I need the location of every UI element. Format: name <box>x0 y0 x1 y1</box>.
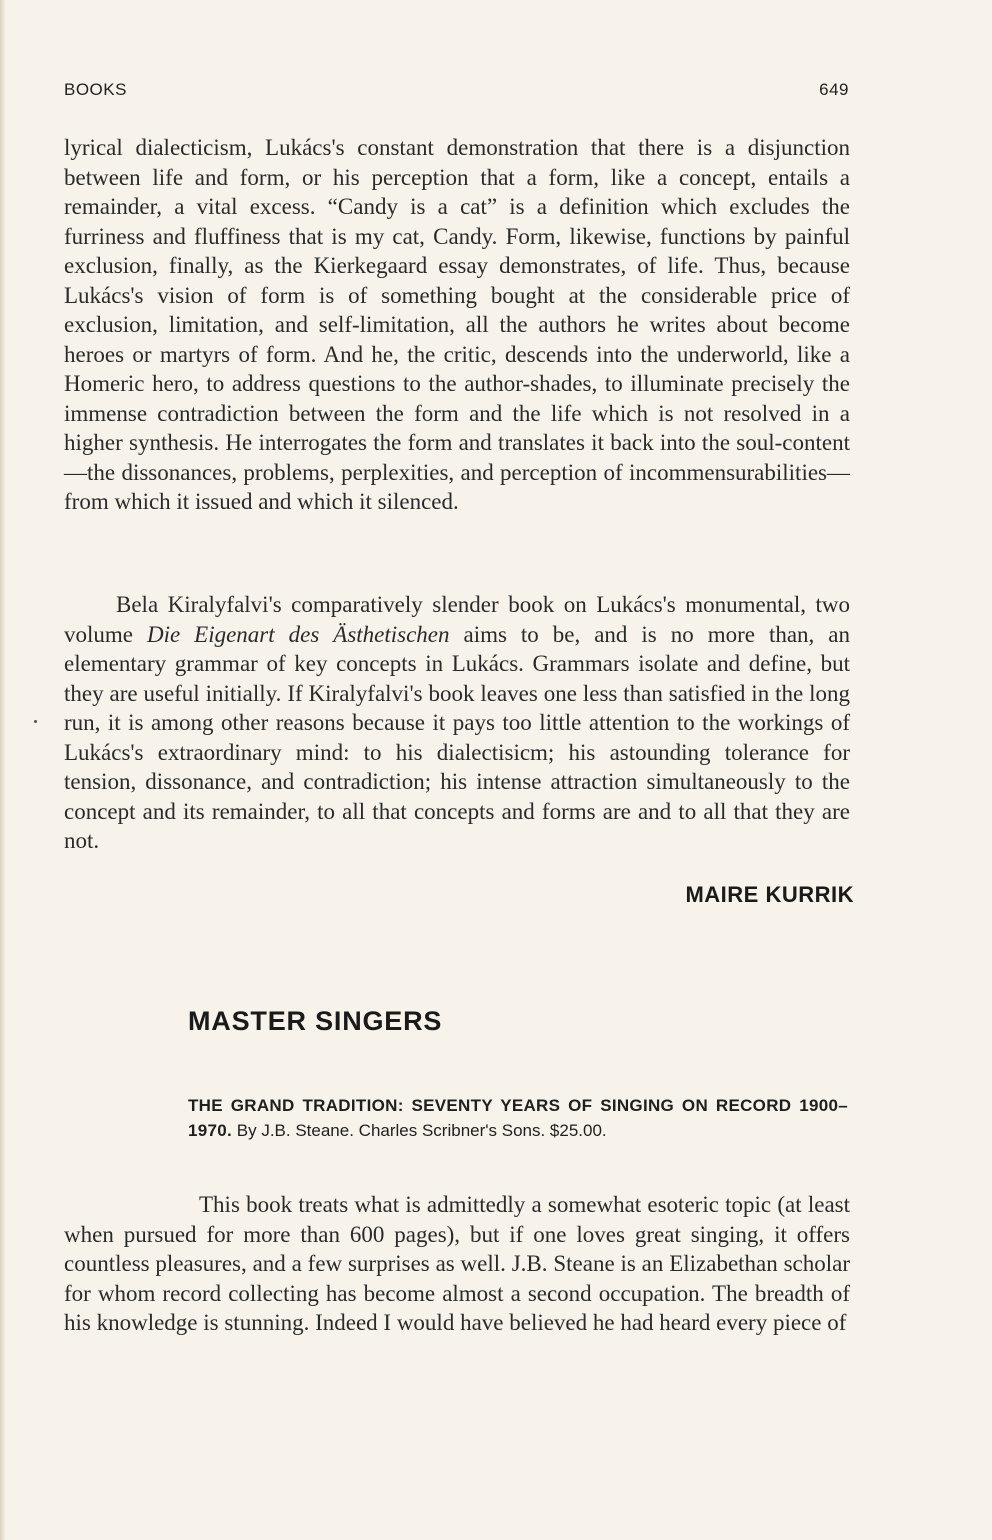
margin-speck <box>34 720 37 723</box>
book-citation-details: By J.B. Steane. Charles Scribner's Sons. $25.00. <box>232 1121 607 1140</box>
running-head-section: BOOKS <box>64 80 127 99</box>
paragraph2-after: aims to be, and is no more than, an elementary grammar of key concepts in Lukács. Grammars isolate and define, but they are useful initially. If Kiralyfalvi's book leaves one less than satisfied in the long run, it is among other reasons because it pays too little attention to the workings of Lukács's extraordinary mind: to his dialectisicm; his astounding tolerance for tension, dissonance, and contradiction; his intense attraction simultaneously to the concept and its remainder, to all that concepts and forms are and to all that they are not. <box>64 621 850 853</box>
review1-paragraph1-text: lyrical dialecticism, Lukács's constant demonstration that there is a disjunction between life and form, or his perception that a form, like a concept, entails a remainder, a vital excess. “Candy is a cat” is a definition which excludes the furriness and fluffiness that is my cat, Candy. Form, likewise, functions by painful exclusion, finally, as the Kierkegaard essay demonstrates, of life. Thus, because Lukács's vision of form is of something bought at the considerable price of exclusion, limitation, and self-limitation, all the authors he writes about become heroes or martyrs of form. And he, the critic, descends into the underworld, like a Homeric hero, to address questions to the author-shades, to illuminate precisely the immense contradiction between the form and the life which is not resolved in a higher synthesis. He interrogates the form and translates it back into the soul-content—the dissonances, problems, perplexities, and perception of incommensurabilities—from which it issued and which it silenced. <box>64 135 850 514</box>
review2-paragraph1 <box>64 1190 850 1338</box>
paragraph2-before: Bela Kiralyfalvi's comparatively slender book on Lukács's monumental, two volume <box>64 592 850 647</box>
book-citation-title: THE GRAND TRADITION: SEVENTY YEARS OF SINGING ON RECORD 1900–1970. <box>188 1096 848 1140</box>
review2-paragraph1-text: This book treats what is admittedly a somewhat esoteric topic (at least when pursued for more than 600 pages), but if one loves great singing, it offers countless pleasures, and a few surprises as well. J.B. Steane is an Elizabethan scholar for whom record collecting has become almost a second occupation. The breadth of his knowledge is stunning. Indeed I would have believed he had heard every piece of <box>64 1192 850 1335</box>
section-title: MASTER SINGERS <box>188 1006 443 1036</box>
running-head <box>64 80 849 106</box>
review1-paragraph2 <box>64 590 850 856</box>
review1-paragraph1 <box>64 133 850 517</box>
page-edge-shadow <box>0 0 6 1540</box>
review1-paragraph2-text <box>64 590 850 856</box>
paragraph2-book-title: Die Eigenart des Ästhetischen <box>146 621 450 647</box>
reviewer-signature: MAIRE KURRIK <box>685 882 854 907</box>
book-citation <box>188 1093 848 1143</box>
page-number: 649 <box>819 80 849 99</box>
